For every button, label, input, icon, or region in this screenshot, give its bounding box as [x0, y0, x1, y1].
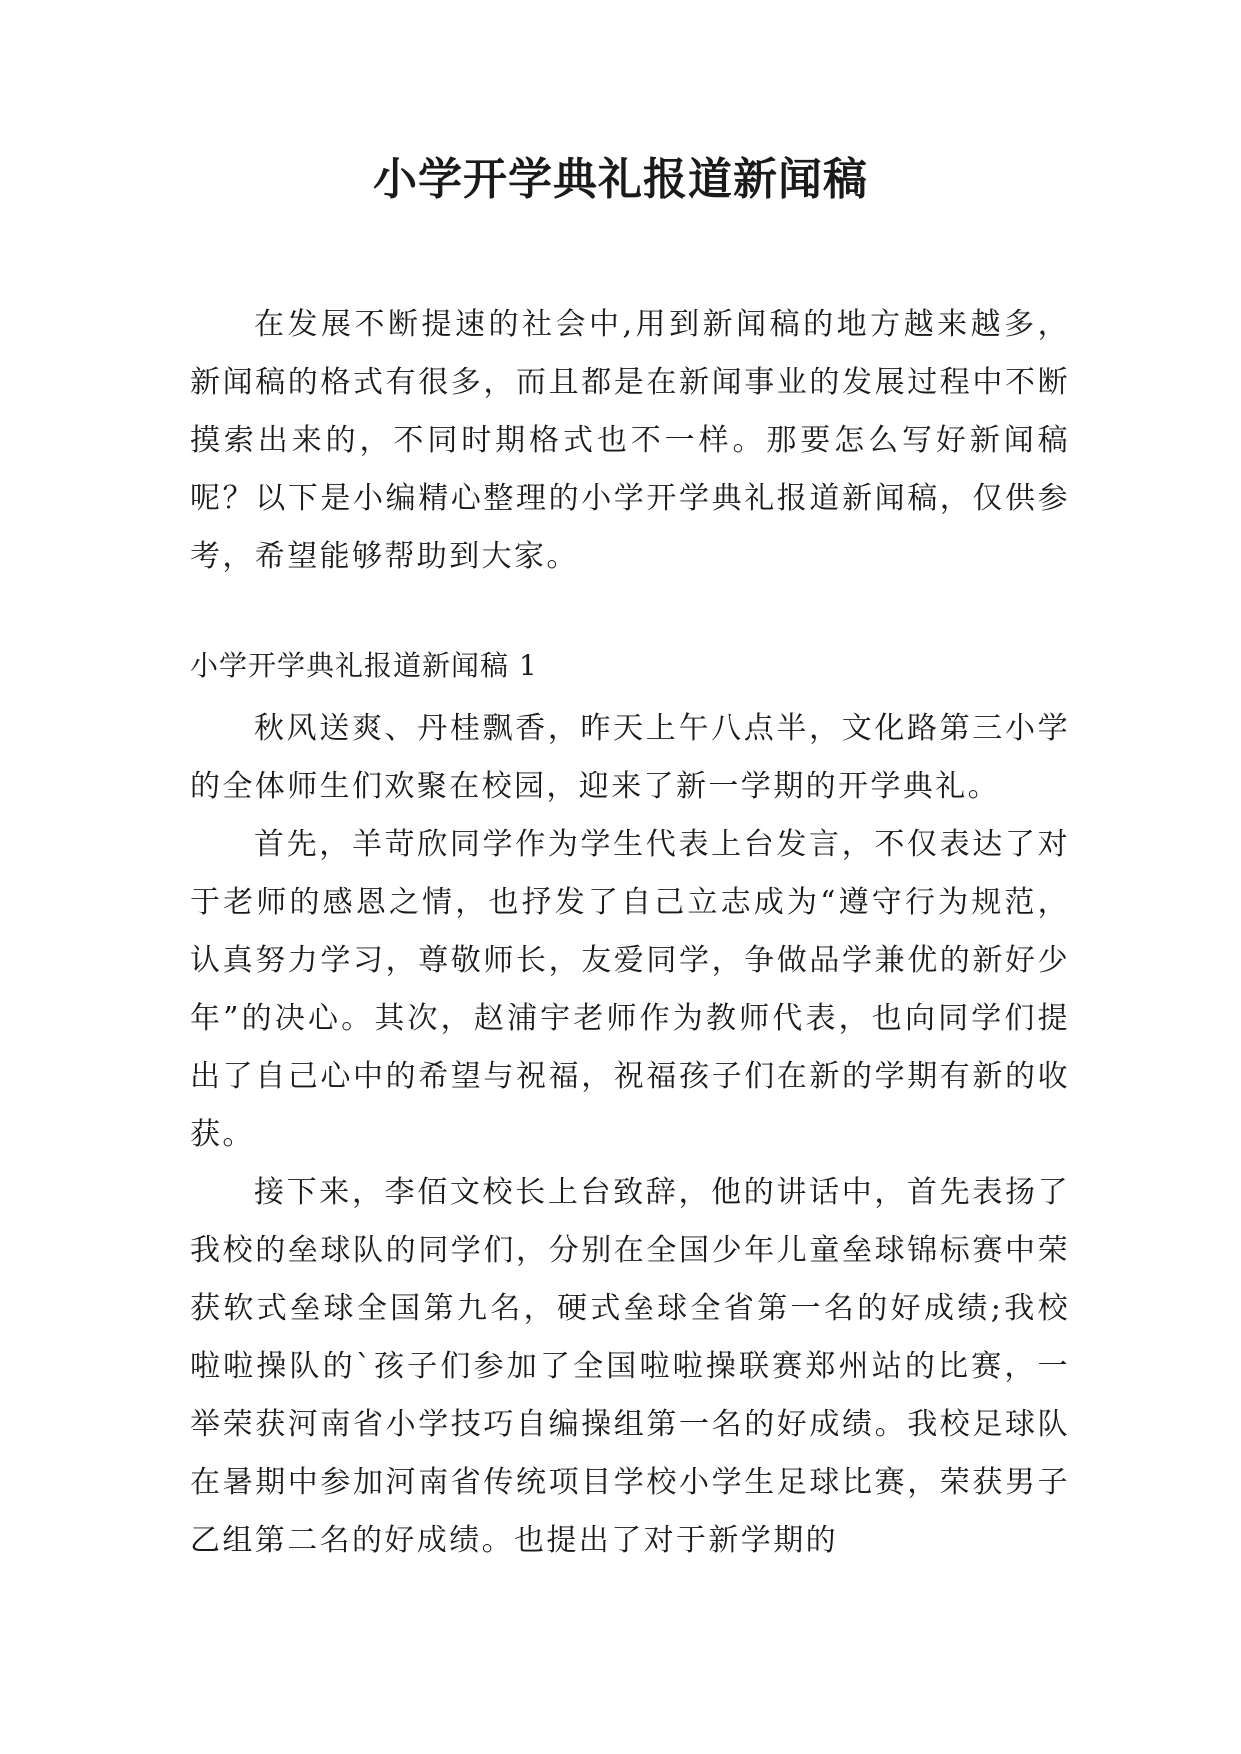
intro-paragraph: 在发展不断提速的社会中,用到新闻稿的地方越来越多，新闻稿的格式有很多，而且都是在新闻事业的发展过程中不断摸索出来的，不同时期格式也不一样。那要怎么写好新闻稿呢？以下是小编精心整理的小学开学典礼报道新闻稿，仅供参考，希望能够帮助到大家。: [190, 307, 1070, 574]
body-paragraph-1: 秋风送爽、丹桂飘香，昨天上午八点半，文化路第三小学的全体师生们欢聚在校园，迎来了新一学期的开学典礼。: [190, 711, 1070, 804]
body-paragraph-3: 接下来，李佰文校长上台致辞，他的讲话中，首先表扬了我校的垒球队的同学们，分别在全国少年儿童垒球锦标赛中荣获软式垒球全国第九名，硬式垒球全省第一名的好成绩;我校啦啦操队的`孩子们参加了全国啦啦操联赛郑州站的比赛，一举荣获河南省小学技巧自编操组第一名的好成绩。我校足球队在暑期中参加河南省传统项目学校小学生足球比赛，荣获男子乙组第二名的好成绩。也提出了对于新学期的: [190, 1175, 1070, 1558]
body-paragraph-2: 首先，羊苛欣同学作为学生代表上台发言，不仅表达了对于老师的感恩之情，也抒发了自己立志成为“遵守行为规范，认真努力学习，尊敬师长，友爱同学，争做品学兼优的新好少年”的决心。其次，赵浦宇老师作为教师代表，也向同学们提出了自己心中的希望与祝福，祝福孩子们在新的学期有新的收获。: [190, 827, 1070, 1152]
document-title: 小学开学典礼报道新闻稿: [373, 154, 868, 205]
section-heading: 小学开学典礼报道新闻稿 1: [190, 649, 538, 682]
